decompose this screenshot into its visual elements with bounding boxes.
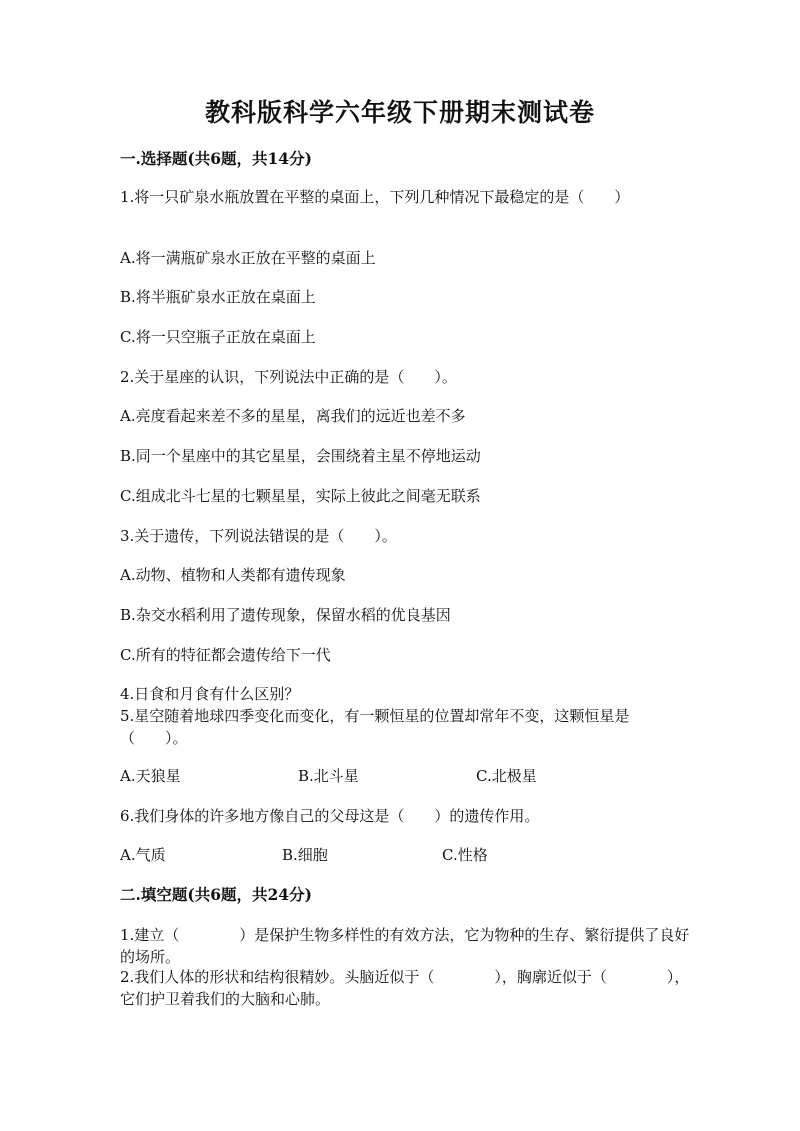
section-heading-fill-in: 二.填空题(共6题，共24分): [120, 885, 312, 904]
question-5-options: [120, 765, 690, 787]
question-2-option-a: A.亮度看起来差不多的星星，离我们的远近也差不多: [120, 407, 466, 425]
question-4-stem: 4.日食和月食有什么区别？: [120, 685, 300, 703]
fill-question-1: 1.建立（ ）是保护生物多样性的有效方法，它为物种的生存、繁衍提供了良好的场所。: [120, 926, 690, 966]
question-6-option-b: B.细胞: [282, 846, 328, 864]
question-1-option-c: C.将一只空瓶子正放在桌面上: [120, 328, 316, 346]
question-5-option-c: C.北极星: [476, 767, 537, 785]
question-6-option-a: A.气质: [120, 846, 166, 864]
fill-question-2: 2.我们人体的形状和结构很精妙。头脑近似于（ ），胸廓近似于（ ），它们护卫着我们的大脑和心肺。: [120, 968, 690, 1008]
question-6-options: [120, 844, 690, 866]
question-2-option-c: C.组成北斗七星的七颗星星，实际上彼此之间毫无联系: [120, 487, 481, 505]
question-1-option-b: B.将半瓶矿泉水正放在桌面上: [120, 288, 316, 306]
question-1-option-a: A.将一满瓶矿泉水正放在平整的桌面上: [120, 249, 376, 267]
page-title: 教科版科学六年级下册期末测试卷: [204, 98, 595, 127]
question-6-stem: 6.我们身体的许多地方像自己的父母这是（ ）的遗传作用。: [120, 807, 540, 825]
question-2-stem: 2.关于星座的认识，下列说法中正确的是（ ）。: [120, 368, 457, 386]
question-1-stem: 1.将一只矿泉水瓶放置在平整的桌面上，下列几种情况下最稳定的是（ ）: [120, 188, 630, 206]
question-3-option-c: C.所有的特征都会遗传给下一代: [120, 646, 331, 664]
question-6-option-c: C.性格: [442, 846, 488, 864]
question-5-option-b: B.北斗星: [298, 767, 359, 785]
question-5-stem: 5.星空随着地球四季变化而变化，有一颗恒星的位置却常年不变，这颗恒星是（ ）。: [120, 707, 630, 747]
question-3-stem: 3.关于遗传，下列说法错误的是（ ）。: [120, 527, 397, 545]
question-5-option-a: A.天狼星: [120, 767, 181, 785]
section-heading-choice: 一.选择题(共6题，共14分): [120, 149, 312, 168]
question-3-option-b: B.杂交水稻利用了遗传现象，保留水稻的优良基因: [120, 606, 451, 624]
question-2-option-b: B.同一个星座中的其它星星，会围绕着主星不停地运动: [120, 447, 481, 465]
question-3-option-a: A.动物、植物和人类都有遗传现象: [120, 566, 346, 584]
